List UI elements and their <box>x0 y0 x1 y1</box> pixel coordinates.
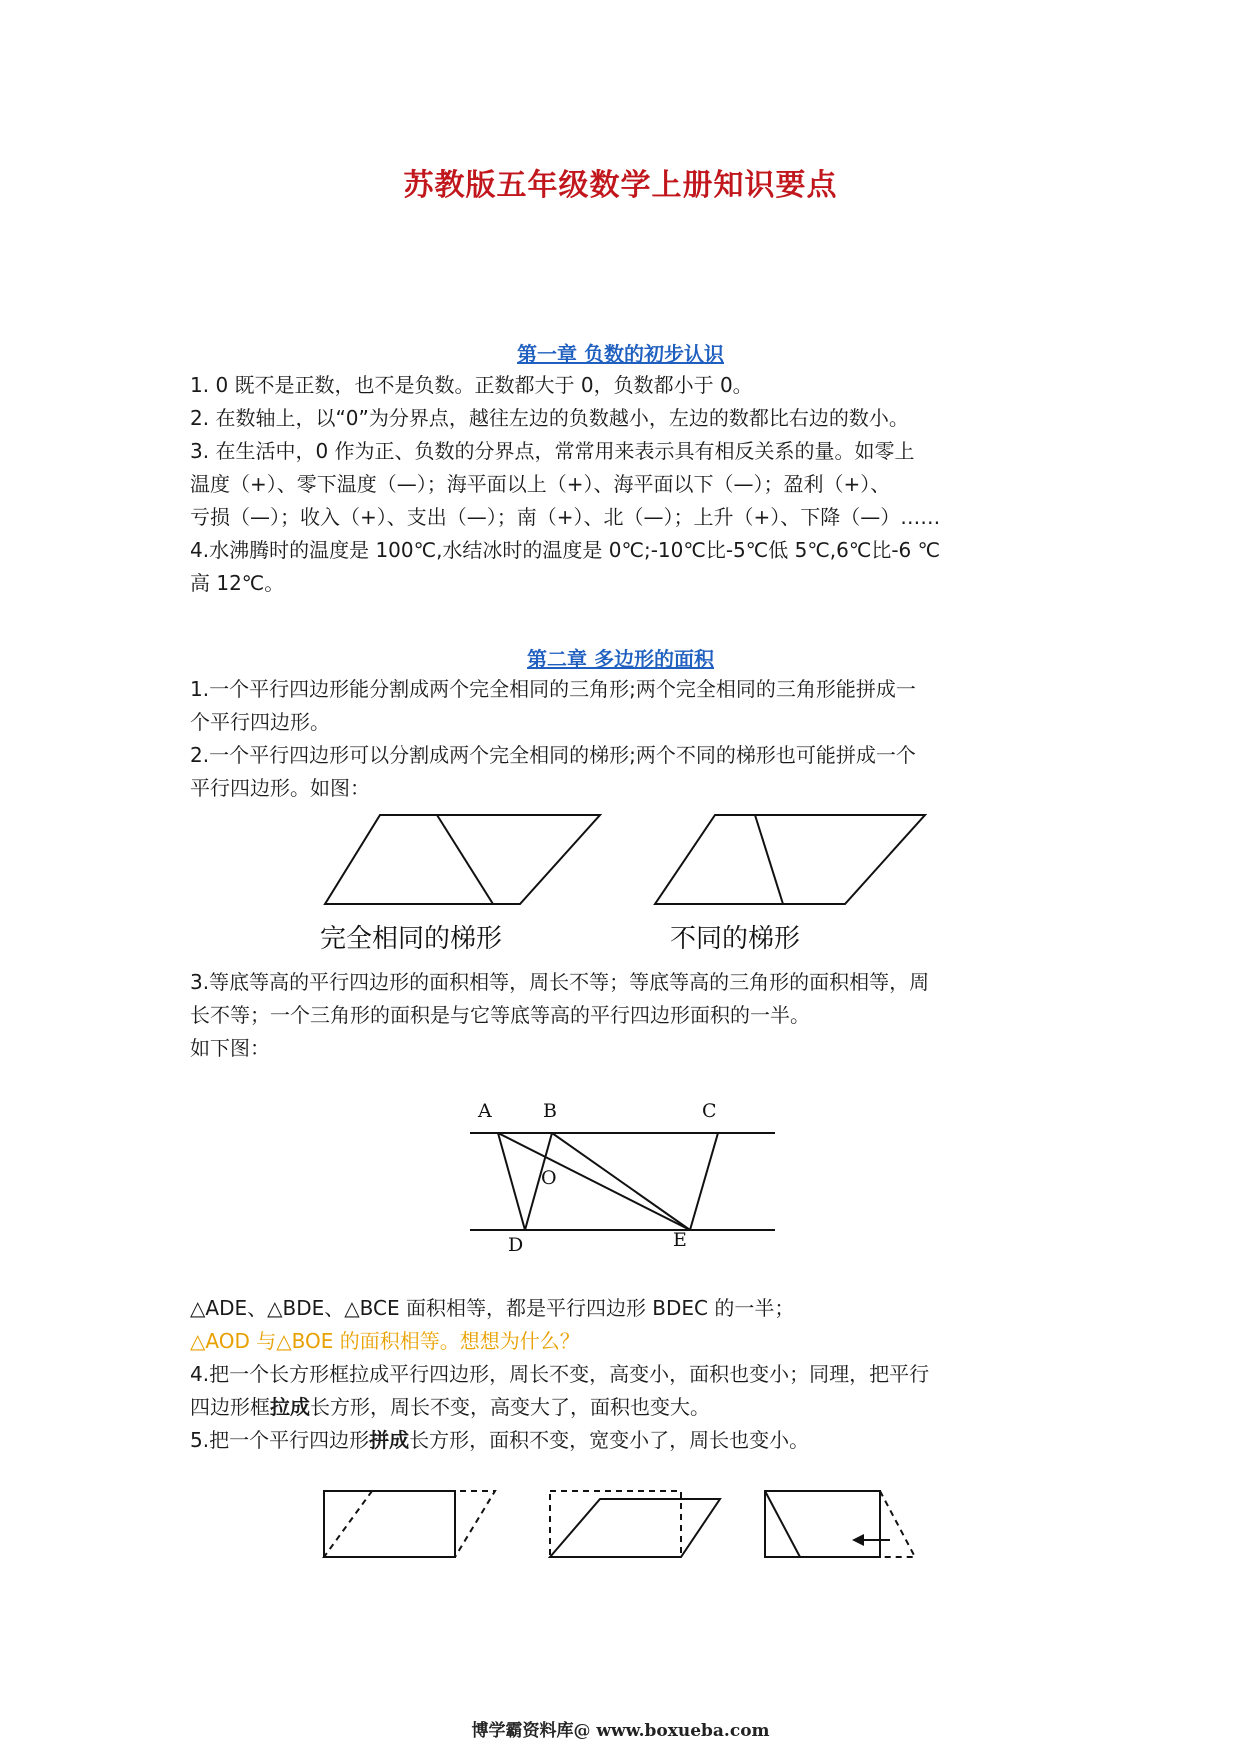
label-O: O <box>541 1167 557 1189</box>
caption-different-trapezoids: 不同的梯形 <box>670 924 801 954</box>
ch2-point1-line2: 个平行四边形。 <box>190 710 330 734</box>
rectangle-dashed-2 <box>550 1491 681 1557</box>
ch2-point4-line2-pre: 四边形框 <box>190 1395 270 1419</box>
label-A: A <box>478 1100 492 1122</box>
cut-line-3 <box>765 1491 800 1557</box>
ch1-point2: 2. 在数轴上，以“0”为分界点，越往左边的负数越小，左边的数都比右边的数小。 <box>190 406 909 430</box>
ch2-point4-line2-bold: 拉成 <box>270 1395 310 1419</box>
label-D: D <box>508 1234 524 1256</box>
ch1-point4-line2: 高 12℃。 <box>190 571 285 595</box>
ch2-point3-line2: 长不等；一个三角形的面积是与它等底等高的平行四边形面积的一半。 <box>190 1003 810 1027</box>
ch2-triangle-area-note: △ADE、△BDE、△BCE 面积相等，都是平行四边形 BDEC 的一半； <box>190 1296 795 1320</box>
ch2-point2-line1: 2.一个平行四边形可以分割成两个完全相同的梯形;两个不同的梯形也可能拼成一个 <box>190 743 916 767</box>
ch2-point2-line2: 平行四边形。如图： <box>190 776 370 800</box>
ch1-point3-line3: 亏损（—）；收入（+）、支出（—）；南（+）、北（—）；上升（+）、下降（—）…… <box>190 505 941 529</box>
chapter1-heading: 第一章 负数的初步认识 <box>517 342 724 366</box>
label-B: B <box>543 1100 557 1122</box>
ch1-point3-line2: 温度（+）、零下温度（—）；海平面以上（+）、海平面以下（—）；盈利（+）、 <box>190 472 891 496</box>
ch2-point4-line2-post: 长方形，周长不变，高变大了，面积也变大。 <box>310 1395 710 1419</box>
ch2-point1-line1: 1.一个平行四边形能分割成两个完全相同的三角形;两个完全相同的三角形能拼成一 <box>190 677 916 701</box>
ch1-point4-line1: 4.水沸腾时的温度是 100℃,水结冰时的温度是 0℃;-10℃比-5℃低 5℃,6℃比-6 ℃ <box>190 538 941 562</box>
parallelogram-solid-2 <box>550 1499 720 1557</box>
ch2-triangle-question: △AOD 与△BOE 的面积相等。想想为什么？ <box>190 1329 580 1353</box>
ch1-point1: 1. 0 既不是正数，也不是负数。正数都大于 0，负数都小于 0。 <box>190 373 753 397</box>
page-title: 苏教版五年级数学上册知识要点 <box>403 168 838 203</box>
label-E: E <box>673 1229 687 1251</box>
ch2-point3-line1: 3.等底等高的平行四边形的面积相等，周长不等；等底等高的三角形的面积相等，周 <box>190 970 930 994</box>
ch2-point4-line1: 4.把一个长方形框拉成平行四边形，周长不变，高变小，面积也变小；同理，把平行 <box>190 1362 930 1386</box>
parallelogram-dashed-1 <box>324 1491 495 1557</box>
label-C: C <box>702 1100 717 1122</box>
chapter2-heading: 第二章 多边形的面积 <box>527 647 714 671</box>
ch2-point3-line3: 如下图： <box>190 1036 270 1060</box>
ch2-point5-bold: 拼成 <box>369 1428 410 1452</box>
moved-triangle-dashed-3 <box>880 1491 915 1557</box>
rectangle-solid-1 <box>324 1491 455 1557</box>
move-arrow-head <box>852 1534 864 1546</box>
ch2-point5-pre: 5.把一个平行四边形 <box>190 1428 370 1452</box>
ch1-point3-line1: 3. 在生活中，0 作为正、负数的分界点，常常用来表示具有相反关系的量。如零上 <box>190 439 915 463</box>
ch2-point5-post: 长方形，面积不变，宽变小了，周长也变小。 <box>409 1428 810 1452</box>
caption-identical-trapezoids: 完全相同的梯形 <box>320 924 503 954</box>
page-footer: 博学霸资料库@ www.boxueba.com <box>471 1721 770 1741</box>
